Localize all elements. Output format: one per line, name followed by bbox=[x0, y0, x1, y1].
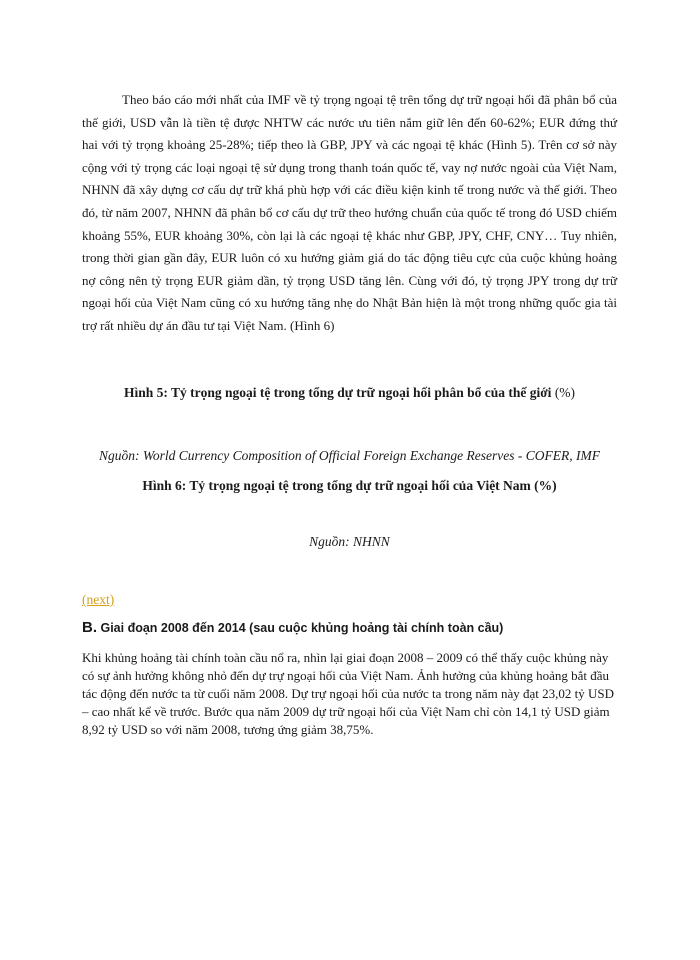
intro-paragraph-text: Theo báo cáo mới nhất của IMF về tỷ trọng ngoại tệ trên tổng dự trữ ngoại hối đã phân bổ của thế giới, USD vẫn là tiền tệ được NHTW các nước ưu tiên nắm giữ lên đến 60-62%; EUR đứng thứ hai với tỷ trọng khoảng 25-28%; tiếp theo là GBP, JPY và các ngoại tệ khác (Hình 5). Trên cơ sở này cộng với tỷ trọng các loại ngoại tệ sử dụng trong thanh toán quốc tế, vay nợ nước ngoài của Việt Nam, NHNN đã xây dựng cơ cấu dự trữ khá phù hợp với các điều kiện kinh tế trong nước và thế giới. Theo đó, từ năm 2007, NHNN đã phân bổ cơ cấu dự trữ theo hướng chuẩn của quốc tế trong đó USD chiếm khoảng 55%, EUR khoảng 30%, còn lại là các ngoại tệ khác như GBP, JPY, CHF, CNY… Tuy nhiên, trong thời gian gần đây, EUR luôn có xu hướng giảm giá do tác động tiêu cực của cuộc khủng hoảng nợ công nên tỷ trọng EUR giảm dần, tỷ trọng USD tăng lên. Cùng với đó, tỷ trọng JPY trong dự trữ ngoại hối của Việt Nam cũng có xu hướng tăng nhẹ do Nhật Bản hiện là một trong những quốc gia tài trợ rất nhiều dự án đầu tư tại Việt Nam. (Hình 6) bbox=[82, 92, 617, 333]
figure-5-caption-title: Hình 5: Tỷ trọng ngoại tệ trong tổng dự trữ ngoại hối phân bổ của thế giới bbox=[123, 385, 552, 400]
next-link[interactable]: (next) bbox=[82, 592, 115, 607]
figure-5-caption bbox=[82, 385, 617, 401]
figure-6-source: Nguồn: NHNN bbox=[309, 534, 390, 549]
section-heading bbox=[82, 619, 642, 636]
figure-5-caption-unit: (%) bbox=[551, 385, 576, 400]
body-paragraph: Khi khủng hoảng tài chính toàn cầu nổ ra, nhìn lại giai đoạn 2008 – 2009 có thể thấy cuộc khủng này có sự ảnh hưởng không nhỏ đến dự trự ngoại hối của Việt Nam. Ảnh hưởng của khủng hoảng bắt đầu tác động đến nước ta từ cuối năm 2008. Dự trự ngoại hối của nước ta trong năm này đạt 23,02 tỷ USD – cao nhất kể về trước. Bước qua năm 2009 dự trữ ngoại hối của Việt Nam chỉ còn 14,1 tỷ USD giảm 8,92 tỷ USD so với năm 2008, tương ứng giảm 38,75%. bbox=[82, 650, 615, 737]
section-heading-letter: B. bbox=[82, 619, 97, 636]
figure-6-caption: Hình 6: Tỷ trọng ngoại tệ trong tổng dự trữ ngoại hối của Việt Nam (%) bbox=[142, 478, 557, 493]
figure-5-source: Nguồn: World Currency Composition of Official Foreign Exchange Reserves - COFER, IMF bbox=[99, 448, 600, 463]
intro-paragraph bbox=[82, 89, 617, 338]
section-heading-text: Giai đoạn 2008 đến 2014 (sau cuộc khủng hoảng tài chính toàn cầu) bbox=[97, 621, 504, 635]
